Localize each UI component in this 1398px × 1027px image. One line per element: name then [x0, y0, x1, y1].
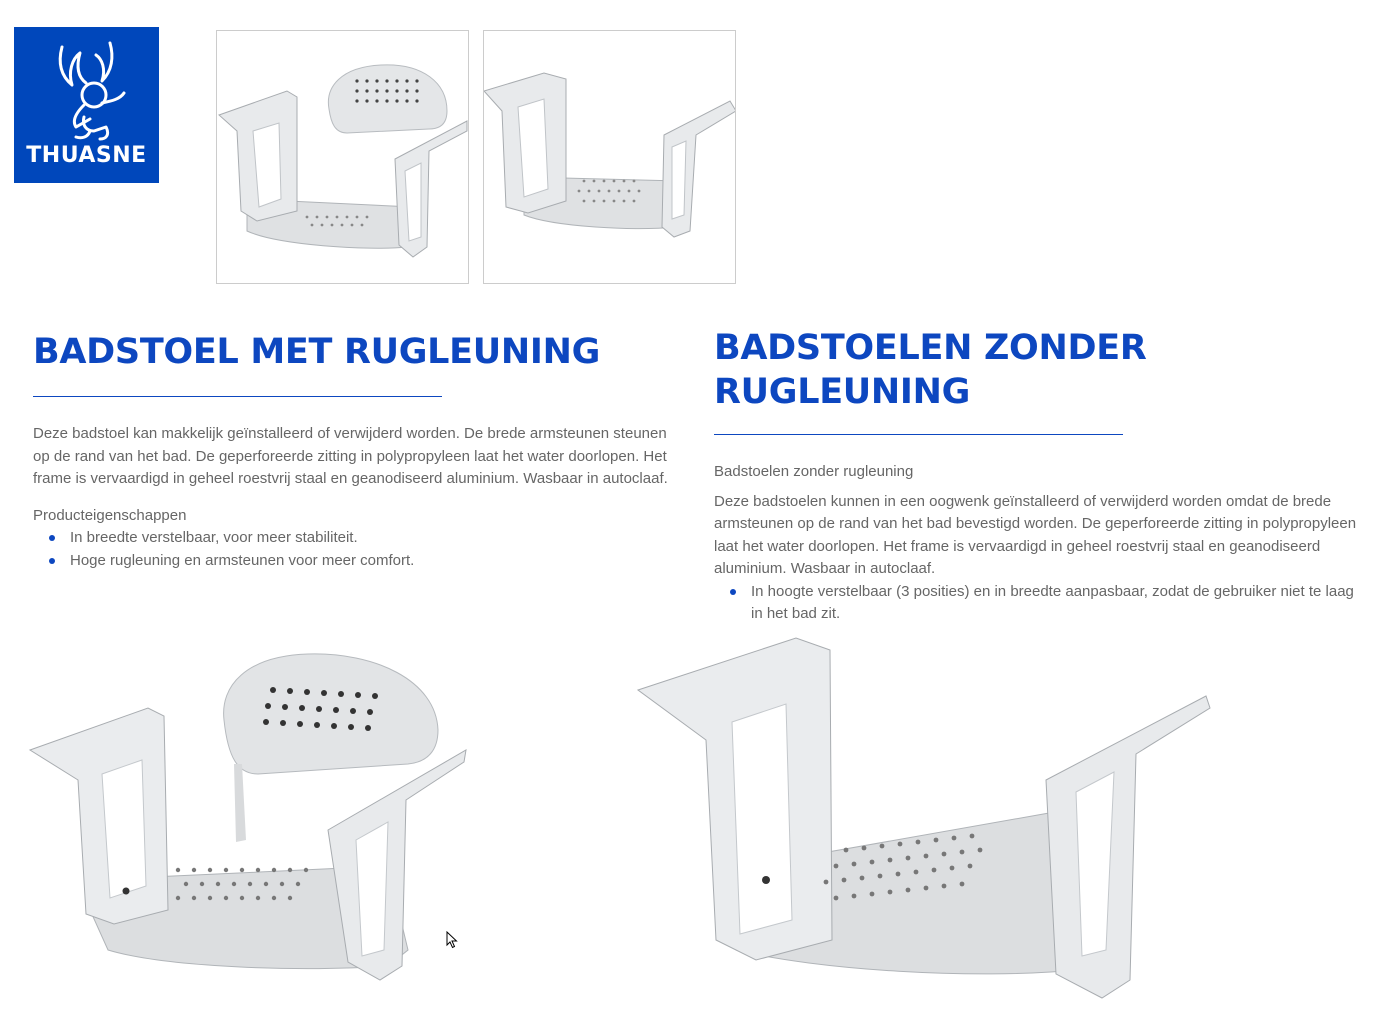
title-divider — [714, 434, 1123, 435]
bath-seat-without-back-image — [484, 31, 735, 283]
bath-seat-without-back-large-image — [636, 630, 1216, 1005]
product-without-back-section — [714, 326, 1364, 626]
product-without-back-title: BADSTOELEN ZONDER RUGLEUNING — [714, 328, 1147, 412]
features-heading: Producteigenschappen — [33, 506, 187, 524]
product-with-back-section — [33, 330, 683, 572]
list-item: In hoogte verstelbaar (3 posities) en in breedte aanpasbaar, zodat de gebruiker niet te laag in het bad zit. — [751, 581, 1364, 626]
product-with-back-description: Deze badstoel kan makkelijk geïnstalleerd of verwijderd worden. De brede armsteunen steunen op de rand van het bad. De geperforeerde zitting in polypropyleen laat het water doorlopen. Het frame is vervaardigd in geheel roestvrij staal en geanodiseerd aluminium. Wasbaar in autoclaaf. — [33, 425, 668, 487]
list-item: In breedte verstelbaar, voor meer stabiliteit. — [70, 527, 683, 550]
thumbnail-without-back[interactable] — [483, 30, 736, 284]
mouse-cursor-icon — [446, 931, 458, 954]
product-without-back-description: Deze badstoelen kunnen in een oogwenk geïnstalleerd of verwijderd worden omdat de brede armsteunen op de rand van het bad bevestigd worden. De geperforeerde zitting in polypropyleen laat het water doorlopen. Het frame is vervaardigd in geheel roestvrij staal en geanodiseerd aluminium. Wasbaar in autoclaaf. — [714, 492, 1357, 577]
title-divider — [33, 396, 442, 397]
product-without-back-subtitle: Badstoelen zonder rugleuning — [714, 463, 914, 480]
brand-name: THUASNE — [26, 143, 147, 168]
bath-seat-with-back-image — [217, 31, 468, 283]
features-list — [33, 527, 683, 572]
thumbnail-with-back[interactable] — [216, 30, 469, 284]
list-item: Hoge rugleuning en armsteunen voor meer comfort. — [70, 550, 683, 573]
bath-seat-with-back-large-image — [28, 650, 468, 1000]
product-with-back-title: BADSTOEL MET RUGLEUNING — [33, 332, 601, 372]
thuasne-logo[interactable] — [14, 27, 159, 183]
features-list — [714, 581, 1364, 626]
